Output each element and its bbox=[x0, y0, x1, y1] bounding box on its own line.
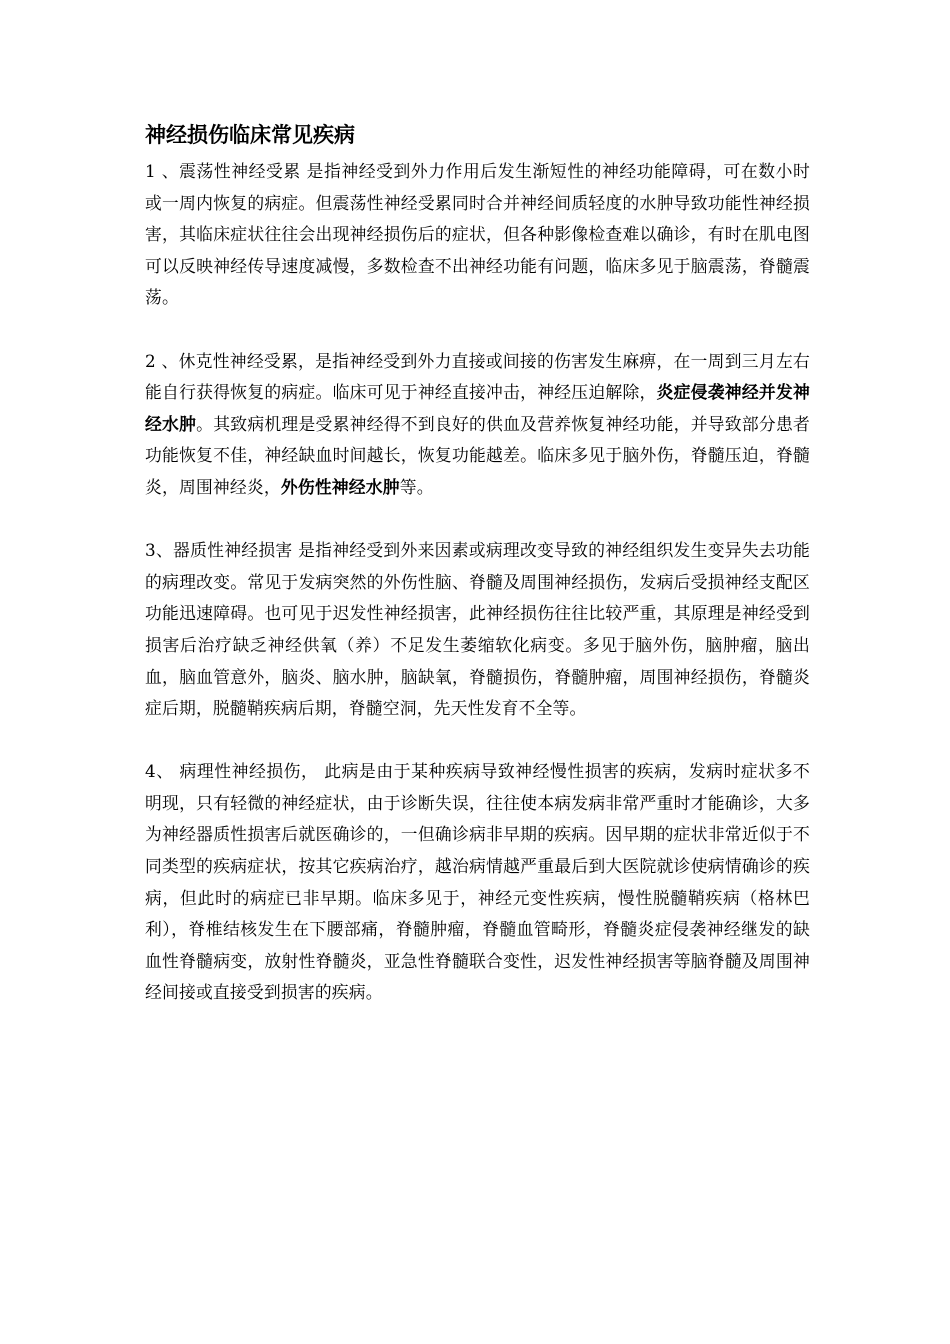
paragraph-text: 。其致病机理是受累神经得不到良好的供血及营养恢复神经功能，并导致部分患者功能恢复不佳，神经缺血时间越长，恢复功能越差。临床多见于脑外伤，脊髓压迫，脊髓炎，周围神经炎， bbox=[145, 413, 811, 497]
paragraph-2 bbox=[145, 346, 810, 504]
paragraph-1 bbox=[145, 156, 810, 314]
bold-term: 炎症侵袭神经并发神经水肿 bbox=[145, 382, 810, 434]
paragraph-text: 1 、震荡性神经受累 是指神经受到外力作用后发生渐短性的神经功能障碍，可在数小时或一周内恢复的病症。但震荡性神经受累同时合并神经间质轻度的水肿导致功能性神经损害，其临床症状往往会出现神经损伤后的症状，但各种影像检查难以确诊，有时在肌电图可以反映神经传导速度减慢，多数检查不出神经功能有问题，临床多见于脑震荡，脊髓震荡。 bbox=[145, 161, 810, 308]
paragraph-spacer bbox=[145, 725, 810, 757]
paragraph-4 bbox=[145, 756, 810, 1009]
paragraph-text: 4、 病理性神经损伤， 此病是由于某种疾病导致神经慢性损害的疾病，发病时症状多不明现，只有轻微的神经症状，由于诊断失误，往往使本病发病非常严重时才能确诊，大多为神经器质性损害后就医确诊的，一但确诊病非早期的疾病。因早期的症状非常近似于不同类型的疾病症状，按其它疾病治疗，越治病情越严重最后到大医院就诊使病情确诊的疾病，但此时的病症已非早期。临床多见于，神经元变性疾病，慢性脱髓鞘疾病（格林巴利），脊椎结核发生在下腰部痛，脊髓肿瘤，脊髓血管畸形，脊髓炎症侵袭神经继发的缺血性脊髓病变，放射性脊髓炎，亚急性脊髓联合变性，迟发性神经损害等脑脊髓及周围神经间接或直接受到损害的疾病。 bbox=[145, 761, 810, 1003]
paragraph-spacer bbox=[145, 504, 810, 536]
paragraph-text: 3、器质性神经损害 是指神经受到外来因素或病理改变导致的神经组织发生变异失去功能的病理改变。常见于发病突然的外伤性脑、脊髓及周围神经损伤，发病后受损神经支配区功能迅速障碍。也可见于迟发性神经损害，此神经损伤往往比较严重，其原理是神经受到损害后治疗缺乏神经供氧（养）不足发生萎缩软化病变。多见于脑外伤，脑肿瘤，脑出血，脑血管意外，脑炎、脑水肿，脑缺氧，脊髓损伤，脊髓肿瘤，周围神经损伤，脊髓炎症后期，脱髓鞘疾病后期，脊髓空洞，先天性发育不全等。 bbox=[145, 540, 810, 719]
bold-term: 外伤性神经水肿 bbox=[280, 476, 400, 497]
paragraph-text: 2 、休克性神经受累，是指神经受到外力直接或间接的伤害发生麻痹，在一周到三月左右能自行获得恢复的病症。临床可见于神经直接冲击，神经压迫解除， bbox=[145, 350, 810, 403]
paragraph-spacer bbox=[145, 314, 810, 346]
document-body bbox=[145, 120, 810, 1009]
document-title: 神经损伤临床常见疾病 bbox=[145, 123, 355, 147]
paragraph-text: 等。 bbox=[399, 476, 434, 497]
paragraph-3 bbox=[145, 535, 810, 725]
